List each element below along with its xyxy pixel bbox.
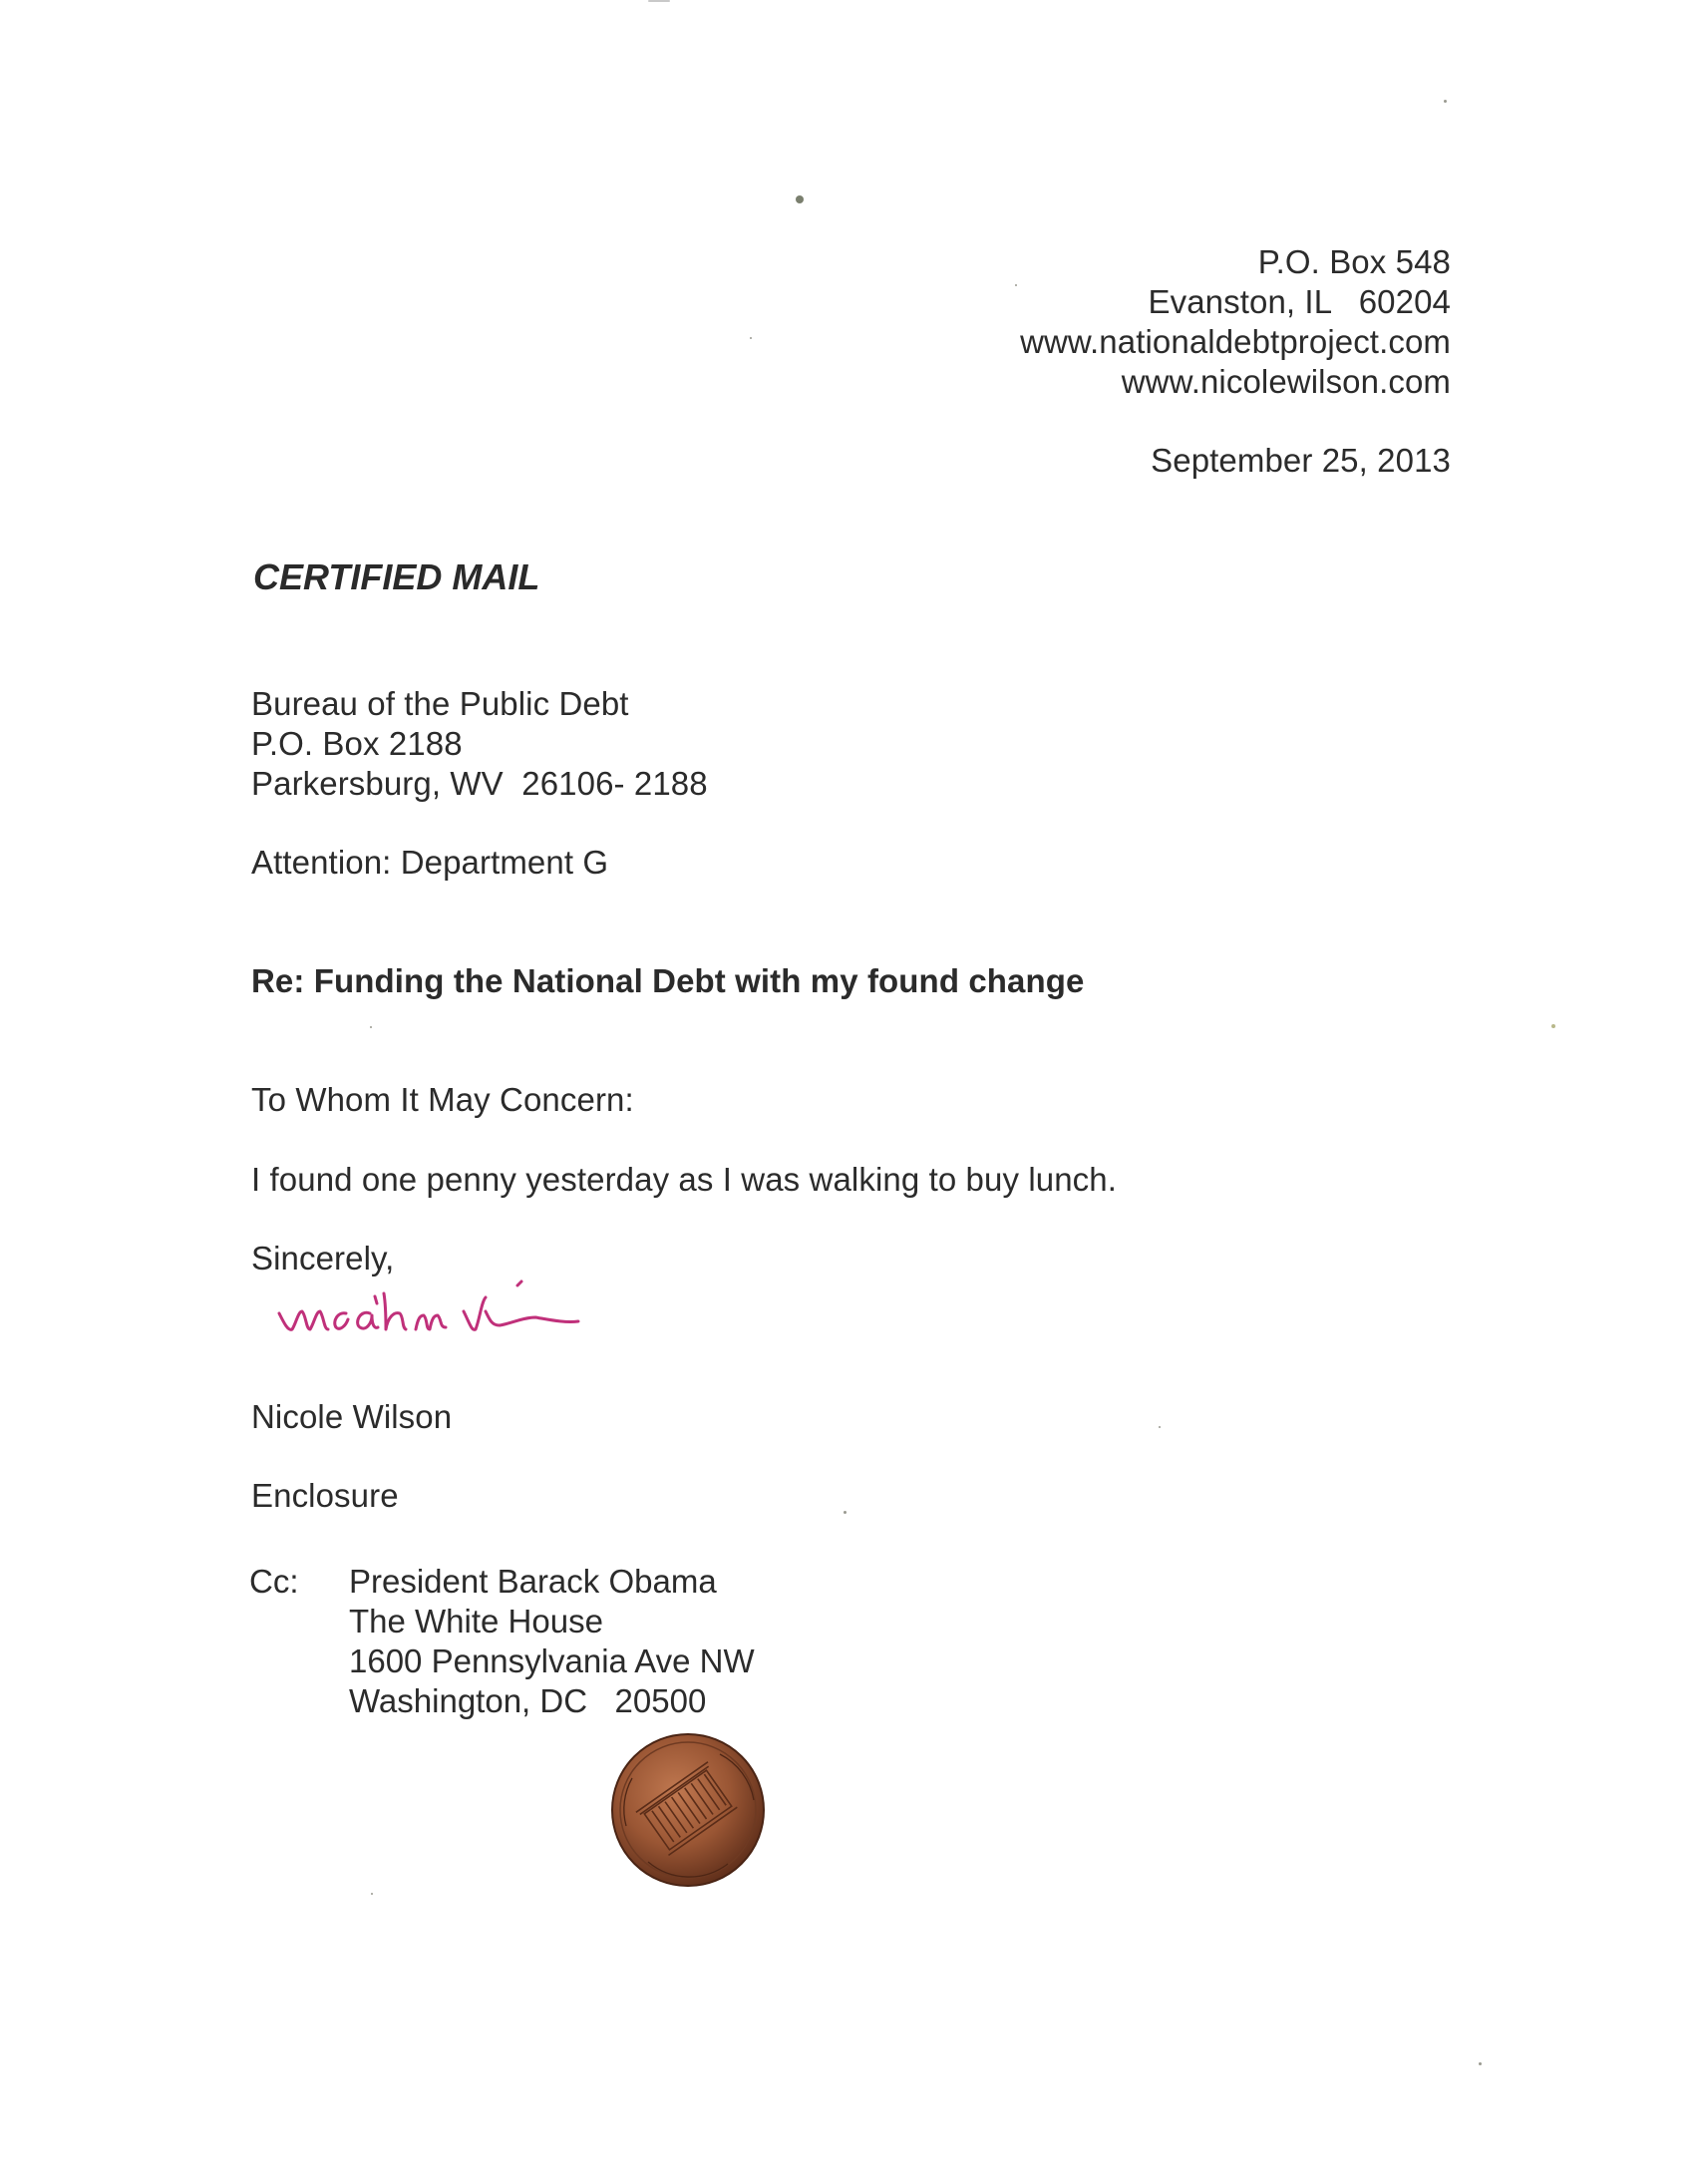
sender-website: www.nationaldebtproject.com — [1020, 323, 1451, 360]
scan-speck — [844, 1511, 847, 1514]
scan-speck — [1015, 284, 1017, 286]
scan-speck — [1479, 2062, 1482, 2065]
sender-city-line: Evanston, IL 60204 — [1148, 283, 1451, 320]
cc-line: Washington, DC 20500 — [349, 1682, 707, 1719]
penny-icon — [608, 1730, 768, 1890]
delivery-method: CERTIFIED MAIL — [253, 556, 540, 597]
closing: Sincerely, — [251, 1240, 395, 1276]
scan-speck — [1444, 100, 1447, 103]
scan-speck — [796, 195, 804, 203]
recipient-name: Bureau of the Public Debt — [251, 685, 629, 722]
cc-line: President Barack Obama — [349, 1563, 717, 1600]
scan-speck — [1551, 1024, 1555, 1028]
recipient-city-line: Parkersburg, WV 26106- 2188 — [251, 765, 708, 802]
recipient-po-box: P.O. Box 2188 — [251, 725, 463, 762]
signature-image — [274, 1272, 693, 1351]
scan-speck — [1159, 1426, 1161, 1428]
cc-address-block — [349, 1562, 755, 1721]
cc-label: Cc: — [249, 1563, 299, 1600]
scan-speck — [371, 1893, 373, 1895]
sender-po-box: P.O. Box 548 — [1257, 243, 1451, 280]
cc-line: 1600 Pennsylvania Ave NW — [349, 1642, 755, 1679]
cc-line: The White House — [349, 1603, 603, 1639]
salutation: To Whom It May Concern: — [251, 1081, 634, 1118]
sender-website: www.nicolewilson.com — [1121, 363, 1451, 400]
enclosure-note: Enclosure — [251, 1477, 399, 1514]
signer-name: Nicole Wilson — [251, 1398, 453, 1435]
body-text: I found one penny yesterday as I was walking to buy lunch. — [251, 1161, 1117, 1198]
letter-date: September 25, 2013 — [1151, 442, 1451, 479]
attention-line: Attention: Department G — [251, 844, 609, 881]
scan-speck — [750, 337, 752, 339]
scan-speck — [648, 0, 670, 2]
scan-speck — [370, 1026, 372, 1028]
subject-line: Re: Funding the National Debt with my found change — [251, 962, 1085, 999]
